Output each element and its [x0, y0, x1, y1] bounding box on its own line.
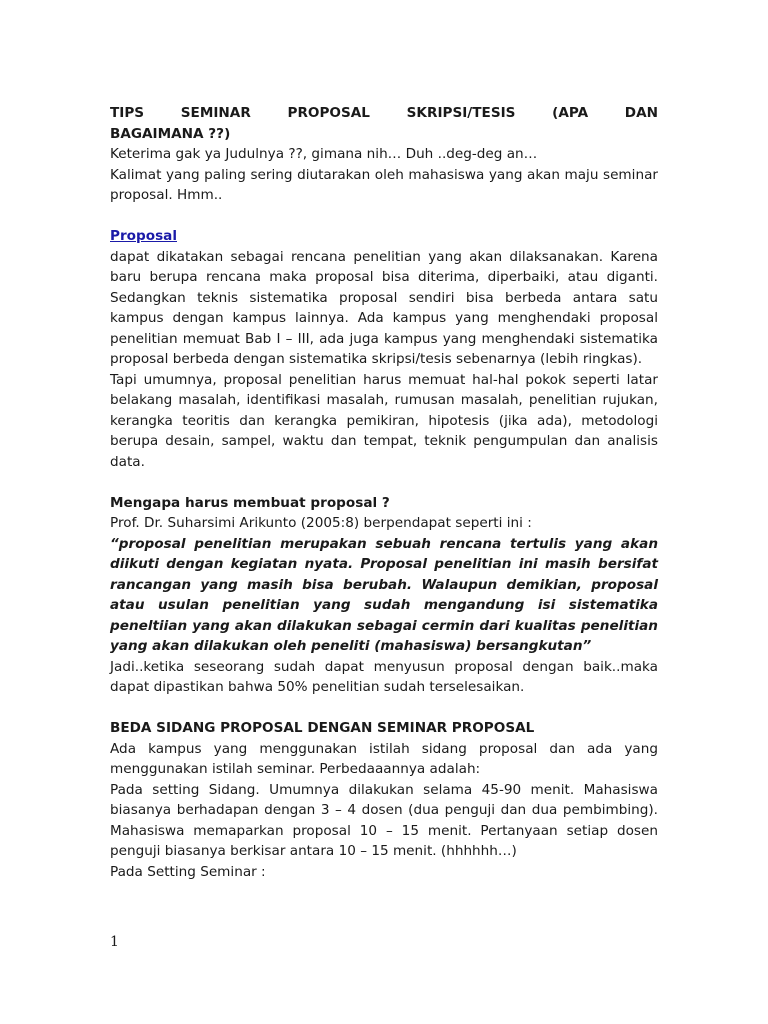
proposal-link[interactable]: Proposal	[110, 228, 177, 244]
proposal-link-line	[110, 226, 658, 247]
proposal-content: Tapi umumnya, proposal penelitian harus memuat hal-hal pokok seperti latar belakang masalah, identifikasi masalah, rumusan masalah, penelitian rujukan, kerangka teoritis dan kerangka pemikiran, hipotesis (jika ada), metodologi berupa desain, sampel, waktu dan tempat, teknik pengumpulan dan analisis data.	[110, 371, 658, 470]
title-line-1: TIPS SEMINAR PROPOSAL SKRIPSI/TESIS (APA DAN	[110, 105, 658, 121]
title-line-2: BAGAIMANA ??)	[110, 125, 231, 142]
why-source: Prof. Dr. Suharsimi Arikunto (2005:8) berpendapat seperti ini :	[110, 515, 532, 531]
intro-line-1: Keterima gak ya Judulnya ??, gimana nih… Duh ..deg-deg an…	[110, 146, 538, 162]
proposal-definition	[110, 247, 658, 370]
proposal-definition-text: dapat dikatakan sebagai rencana penelitian yang akan dilaksanakan. Karena baru berupa rencana maka proposal bisa diterima, diperbaiki, atau diganti. Sedangkan teknis sistematika proposal sendiri bisa berbeda antara satu kampus dengan kampus lainnya. Ada kampus yang menghendaki proposal penelitian memuat Bab I – III, ada juga kampus yang menghendaki sistematika proposal berbeda dengan sistematika skripsi/tesis sebenarnya (lebih ringkas).	[110, 248, 658, 367]
why-heading: Mengapa harus membuat proposal ?	[110, 494, 390, 511]
document-title	[110, 103, 658, 144]
diff-seminar: Pada Setting Seminar :	[110, 863, 266, 880]
document-body	[110, 103, 658, 882]
diff-intro: Ada kampus yang menggunakan istilah sidang proposal dan ada yang menggunakan istilah seminar. Perbedaaannya adalah:	[110, 740, 658, 777]
spacer	[110, 206, 658, 227]
why-quote: “proposal penelitian merupakan sebuah rencana tertulis yang akan diikuti dengan kegiatan nyata. Proposal penelitian ini masih bersifat rancangan yang masih bisa berubah. Walaupun demikian, proposal atau usulan penelitian yang sudah mengandung isi sistematika peneltiian yang akan dilakukan sebagai cermin dari kualitas penelitian yang akan dilakukan oleh peneliti (mahasiswa) bersangkutan”	[110, 535, 658, 654]
why-conclusion: Jadi..ketika seseorang sudah dapat menyusun proposal dengan baik..maka dapat dipastikan bahwa 50% penelitian sudah terselesaikan.	[110, 658, 658, 695]
diff-sidang: Pada setting Sidang. Umumnya dilakukan selama 45-90 menit. Mahasiswa biasanya berhadapan dengan 3 – 4 dosen (dua penguji dan dua pembimbing). Mahasiswa memaparkan proposal 10 – 15 menit. Pertanyaan setiap dosen penguji biasanya berkisar antara 10 – 15 menit. (hhhhhh…)	[110, 781, 658, 859]
diff-heading: BEDA SIDANG PROPOSAL DENGAN SEMINAR PROPOSAL	[110, 720, 535, 736]
spacer	[110, 698, 658, 719]
intro-line-2: Kalimat yang paling sering diutarakan oleh mahasiswa yang akan maju seminar proposal. Hmm..	[110, 166, 658, 203]
page-number: 1	[110, 934, 119, 950]
spacer	[110, 472, 658, 493]
